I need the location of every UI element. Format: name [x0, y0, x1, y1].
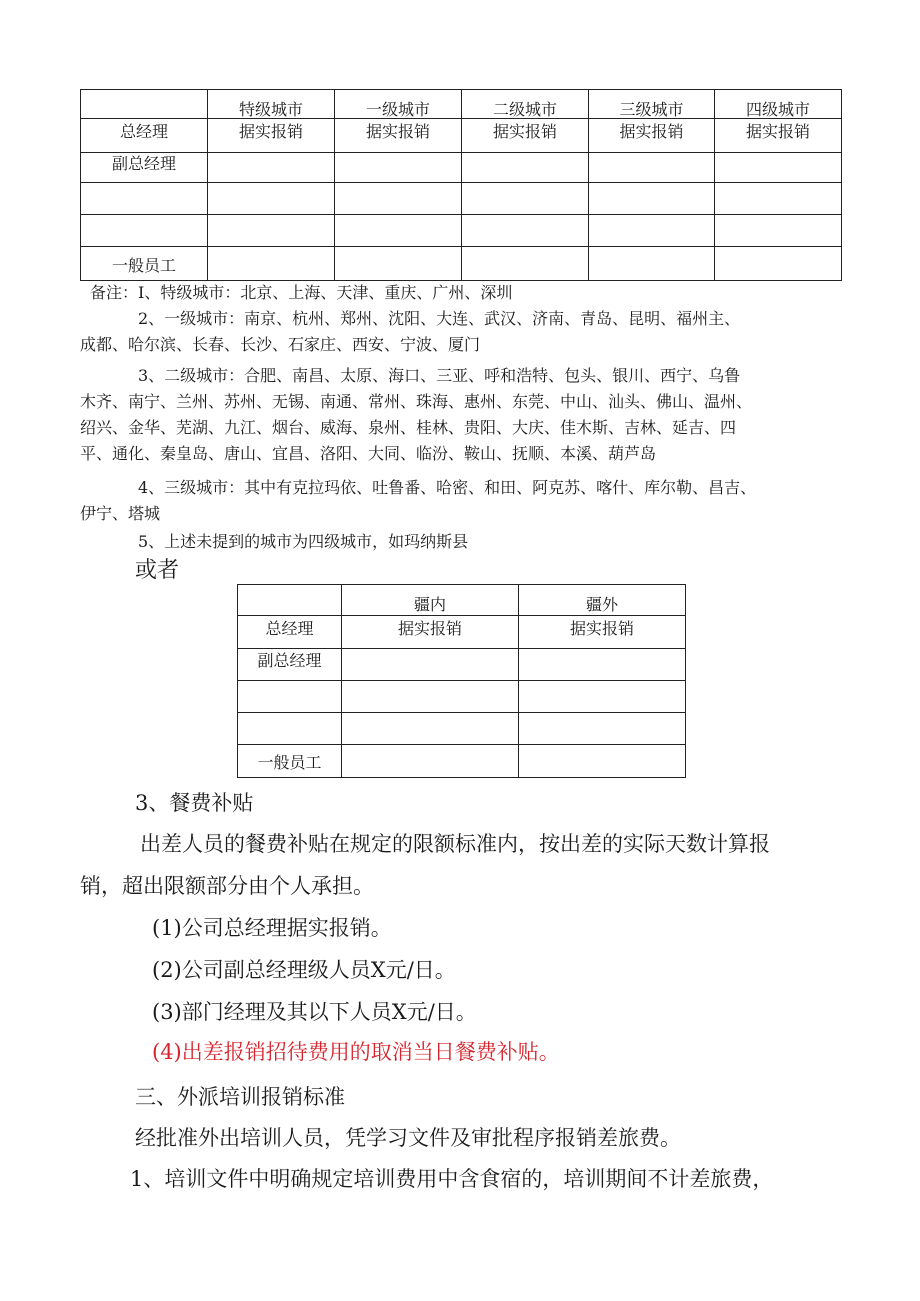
table-cell	[462, 247, 589, 281]
note-line: 备注：I、特级城市：北京、上海、天津、重庆、广州、深圳	[90, 283, 513, 302]
paragraph-line: 销，超出限额部分由个人承担。	[80, 874, 374, 898]
table-cell	[335, 183, 462, 215]
table-cell	[589, 215, 715, 247]
note-line: 木齐、南宁、兰州、苏州、无锡、南通、常州、珠海、惠州、东莞、中山、汕头、佛山、温州、	[80, 392, 753, 411]
table-header-row	[238, 585, 686, 616]
table-row	[81, 119, 842, 153]
paragraph-line: 出差人员的餐费补贴在规定的限额标准内，按出差的实际天数计算报	[140, 832, 770, 856]
table-cell	[715, 153, 842, 183]
table-cell	[715, 215, 842, 247]
row-label	[238, 713, 342, 745]
region-table	[237, 584, 686, 778]
table-cell	[81, 90, 208, 119]
note-line: 5、上述未提到的城市为四级城市，如玛纳斯县	[138, 532, 469, 551]
table-row	[238, 745, 686, 778]
table-header-cell: 二级城市	[462, 90, 589, 119]
table-cell	[519, 745, 686, 778]
city-notes	[80, 280, 860, 555]
table-header-cell: 三级城市	[589, 90, 715, 119]
note-line: 2、一级城市：南京、杭州、郑州、沈阳、大连、武汉、济南、青岛、昆明、福州主、	[138, 309, 741, 328]
table-cell: 据实报销	[335, 119, 462, 153]
note-line: 3、二级城市：合肥、南昌、太原、海口、三亚、呼和浩特、包头、银川、西宁、乌鲁	[138, 366, 741, 385]
table-row	[238, 713, 686, 745]
list-item: 1、培训文件中明确规定培训费用中含食宿的，培训期间不计差旅费，	[130, 1167, 774, 1191]
table-row	[238, 681, 686, 713]
table-row	[81, 215, 842, 247]
table-cell	[519, 649, 686, 681]
row-label: 副总经理	[238, 649, 342, 681]
list-item: (1)公司总经理据实报销。	[152, 916, 392, 940]
table-header-row	[81, 90, 842, 119]
table-cell	[715, 247, 842, 281]
table-cell	[462, 153, 589, 183]
section-heading: 三、外派培训报销标准	[135, 1085, 345, 1109]
table-cell	[238, 585, 342, 616]
highlighted-list-item: (4)出差报销招待费用的取消当日餐费补贴。	[152, 1040, 560, 1064]
list-item: (2)公司副总经理级人员X元/日。	[152, 958, 456, 982]
row-label: 副总经理	[81, 153, 208, 183]
table-header-cell: 一级城市	[335, 90, 462, 119]
table-cell	[335, 215, 462, 247]
row-label	[238, 681, 342, 713]
table-cell: 据实报销	[342, 616, 519, 649]
table-cell: 据实报销	[519, 616, 686, 649]
table-cell	[589, 247, 715, 281]
table-cell	[462, 215, 589, 247]
table-header-cell: 四级城市	[715, 90, 842, 119]
paragraph-line: 经批准外出培训人员，凭学习文件及审批程序报销差旅费。	[135, 1126, 681, 1150]
note-line: 平、通化、秦皇岛、唐山、宜昌、洛阳、大同、临汾、鞍山、抚顺、本溪、葫芦岛	[80, 444, 657, 463]
table-header-cell: 疆内	[342, 585, 519, 616]
row-label: 一般员工	[81, 247, 208, 281]
table-cell	[335, 153, 462, 183]
table-cell	[342, 745, 519, 778]
table-cell	[342, 713, 519, 745]
row-label: 总经理	[238, 616, 342, 649]
table-row	[238, 616, 686, 649]
list-item: (3)部门经理及其以下人员X元/日。	[152, 1000, 477, 1024]
city-tier-table	[80, 89, 842, 281]
note-line: 成都、哈尔滨、长春、长沙、石家庄、西安、宁波、厦门	[80, 335, 481, 354]
row-label	[81, 215, 208, 247]
table-cell	[715, 183, 842, 215]
table-cell	[519, 713, 686, 745]
table-cell: 据实报销	[589, 119, 715, 153]
table-row	[81, 183, 842, 215]
table-cell	[462, 183, 589, 215]
table-row	[238, 649, 686, 681]
table-cell: 据实报销	[208, 119, 335, 153]
table-cell	[342, 649, 519, 681]
note-line: 4、三级城市：其中有克拉玛依、吐鲁番、哈密、和田、阿克苏、喀什、库尔勒、昌吉、	[138, 478, 757, 497]
table-header-cell: 疆外	[519, 585, 686, 616]
table-cell	[519, 681, 686, 713]
table-cell	[208, 215, 335, 247]
table-row	[81, 153, 842, 183]
or-label: 或者	[135, 558, 180, 583]
row-label: 一般员工	[238, 745, 342, 778]
table-cell: 据实报销	[462, 119, 589, 153]
table-cell	[208, 153, 335, 183]
table-row	[81, 247, 842, 281]
row-label: 总经理	[81, 119, 208, 153]
section-heading: 3、餐费补贴	[135, 791, 254, 815]
note-line: 绍兴、金华、芜湖、九江、烟台、威海、泉州、桂林、贵阳、大庆、佳木斯、吉林、延吉、四	[80, 418, 737, 437]
table-cell	[342, 681, 519, 713]
table-cell	[589, 153, 715, 183]
table-cell	[589, 183, 715, 215]
table-cell	[335, 247, 462, 281]
table-cell: 据实报销	[715, 119, 842, 153]
table-header-cell: 特级城市	[208, 90, 335, 119]
row-label	[81, 183, 208, 215]
table-cell	[208, 247, 335, 281]
note-line: 伊宁、塔城	[80, 504, 161, 523]
table-cell	[208, 183, 335, 215]
